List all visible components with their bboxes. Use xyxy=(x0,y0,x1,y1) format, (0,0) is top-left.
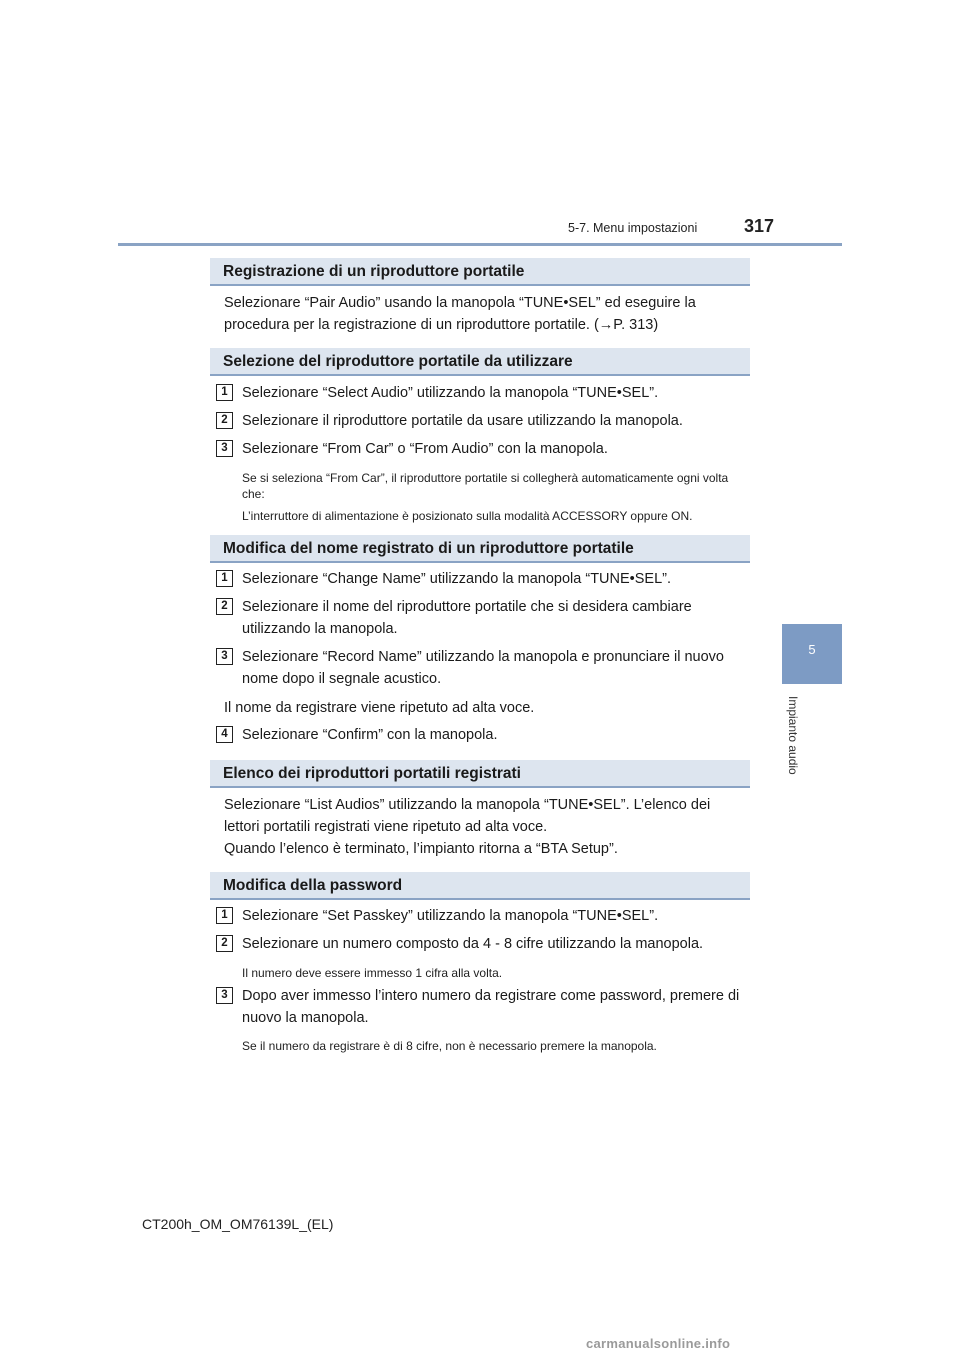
watermark: carmanualsonline.info xyxy=(586,1336,731,1351)
page-number: 317 xyxy=(744,216,775,236)
section-paragraph-rename: Il nome da registrare viene ripetuto ad alta voce. xyxy=(224,700,535,716)
section-paragraph-registration: Selezionare “Pair Audio” usando la manopola “TUNE•SEL” ed eseguire la procedura per la registrazione di un riproduttore portatile. (→P. 313) xyxy=(224,295,696,333)
header-divider xyxy=(118,243,842,246)
section-heading-rename: Modifica del nome registrato di un riproduttore portatile xyxy=(210,535,750,563)
step-text: Selezionare “Set Passkey” utilizzando la manopola “TUNE•SEL”. xyxy=(242,908,659,924)
step-text: Selezionare “From Car” o “From Audio” con la manopola. xyxy=(242,441,608,457)
step-number: 2 xyxy=(216,935,233,952)
step-number: 3 xyxy=(216,440,233,457)
running-header-section: 5-7. Menu impostazioni xyxy=(568,221,698,235)
note-text: Il numero deve essere immesso 1 cifra alla volta. xyxy=(242,966,503,980)
step-number: 1 xyxy=(216,570,233,587)
section-heading-registration: Registrazione di un riproduttore portatile xyxy=(210,258,750,286)
section-paragraph-list-end: Quando l’elenco è terminato, l’impianto ritorna a “BTA Setup”. xyxy=(224,841,618,857)
chapter-tab-label: Impianto audio xyxy=(786,696,800,775)
step-number: 3 xyxy=(216,987,233,1004)
step-text: Selezionare “Record Name” utilizzando la manopola e pronunciare il nuovo nome dopo il segnale acustico. xyxy=(242,649,724,687)
note-text: Se si seleziona “From Car”, il riproduttore portatile si collegherà automaticamente ogni volta che: xyxy=(242,471,729,501)
step-text: Selezionare il nome del riproduttore portatile che si desidera cambiare utilizzando la manopola. xyxy=(242,599,692,637)
section-heading-list: Elenco dei riproduttori portatili registrati xyxy=(210,760,750,788)
step-text: Selezionare “Confirm” con la manopola. xyxy=(242,727,498,743)
step-text: Selezionare “Select Audio” utilizzando la manopola “TUNE•SEL”. xyxy=(242,385,659,401)
step-text: Dopo aver immesso l’intero numero da registrare come password, premere di nuovo la manopola. xyxy=(242,988,740,1026)
note-text: Se il numero da registrare è di 8 cifre, non è necessario premere la manopola. xyxy=(242,1039,657,1053)
step-text: Selezionare “Change Name” utilizzando la manopola “TUNE•SEL”. xyxy=(242,571,672,587)
step-number: 1 xyxy=(216,384,233,401)
step-number: 4 xyxy=(216,726,233,743)
note-text: L’interruttore di alimentazione è posizionato sulla modalità ACCESSORY oppure ON. xyxy=(242,509,693,523)
step-number: 3 xyxy=(216,648,233,665)
document-code: CT200h_OM_OM76139L_(EL) xyxy=(142,1216,334,1232)
step-text: Selezionare il riproduttore portatile da usare utilizzando la manopola. xyxy=(242,413,683,429)
step-number: 1 xyxy=(216,907,233,924)
step-text: Selezionare un numero composto da 4 - 8 cifre utilizzando la manopola. xyxy=(242,936,704,952)
section-heading-password: Modifica della password xyxy=(210,872,750,900)
step-number: 2 xyxy=(216,412,233,429)
section-paragraph-list: Selezionare “List Audios” utilizzando la manopola “TUNE•SEL”. L’elenco dei lettori portatili registrati viene ripetuto ad alta voce. xyxy=(224,797,711,835)
step-number: 2 xyxy=(216,598,233,615)
chapter-tab-number: 5 xyxy=(808,642,816,657)
section-heading-select-player: Selezione del riproduttore portatile da utilizzare xyxy=(210,348,750,376)
